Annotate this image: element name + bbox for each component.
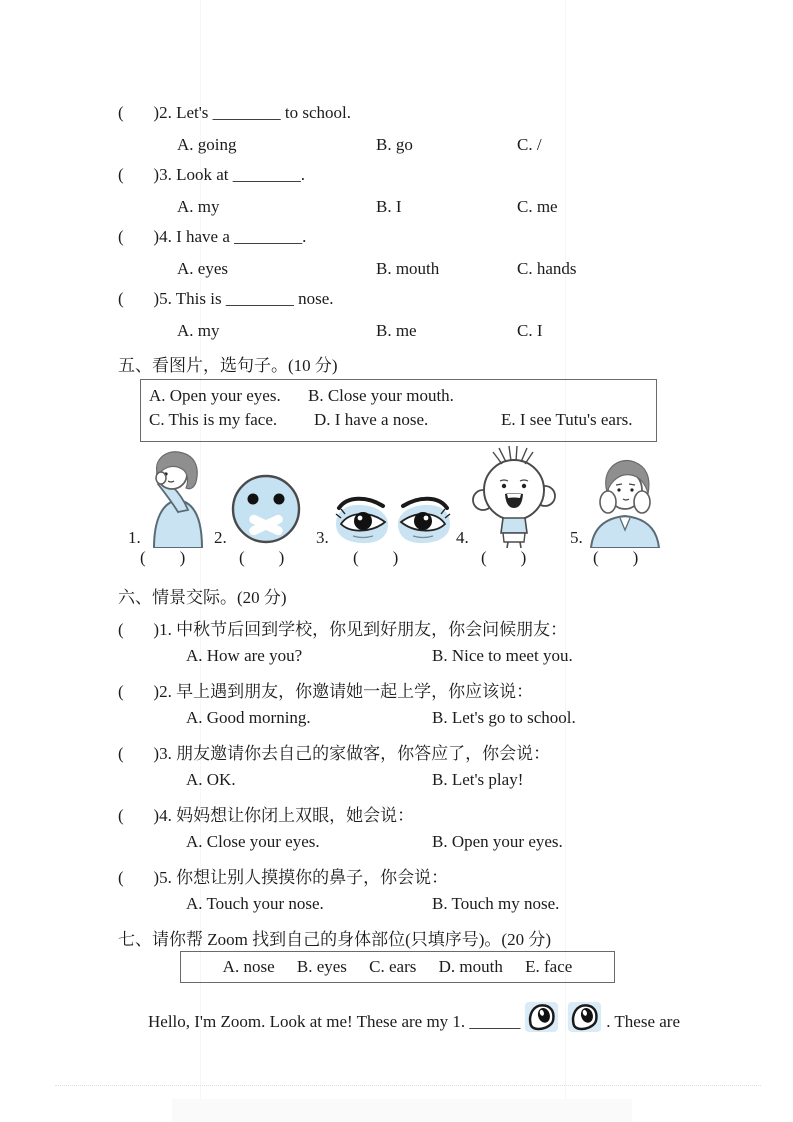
option-a: A. OK. — [186, 770, 236, 789]
zoom-sentence — [118, 996, 680, 1034]
choice-question-5 — [118, 289, 680, 351]
question-stem: ( )5. 你想让别人摸摸你的鼻子，你会说： — [118, 868, 449, 887]
section-6-heading: 六、情景交际。(20 分) — [118, 588, 287, 607]
picture-item-5 — [570, 456, 664, 548]
word-bank-item-a: A. nose — [222, 957, 275, 976]
dialog-question-1 — [118, 615, 680, 677]
sentence-bank-box — [140, 379, 657, 442]
picture-item-1 — [128, 448, 210, 548]
picture-number: 1. — [128, 528, 141, 547]
word-bank-item-e: E. face — [525, 957, 573, 976]
answer-blank-2: ( ) — [239, 548, 285, 567]
word-bank-item-d: D. mouth — [438, 957, 503, 976]
option-c: C. I — [517, 321, 543, 340]
option-a: A. going — [177, 135, 237, 154]
boy-touching-face-illustration — [586, 456, 664, 548]
question-stem: ( )2. 早上遇到朋友，你邀请她一起上学，你应该说： — [118, 682, 534, 701]
answer-blank-3: ( ) — [353, 548, 399, 567]
question-stem: ( )3. 朋友邀请你去自己的家做客，你答应了，你会说： — [118, 744, 551, 763]
option-b: B. go — [376, 135, 413, 154]
worksheet-content — [118, 103, 680, 1034]
option-a: A. my — [177, 197, 220, 216]
option-c: C. hands — [517, 259, 577, 278]
option-b: B. Let's go to school. — [432, 708, 576, 727]
question-stem: ( )3. Look at ________. — [118, 165, 305, 184]
word-bank-item-b: B. eyes — [296, 957, 347, 976]
option-a: A. eyes — [177, 259, 228, 278]
sentence-d: D. I have a nose. — [314, 410, 429, 429]
dialog-question-3 — [118, 739, 680, 801]
word-bank-item-c: C. ears — [369, 957, 417, 976]
option-b: B. Nice to meet you. — [432, 646, 573, 665]
choice-question-4 — [118, 227, 680, 289]
eye-icon — [524, 996, 559, 1038]
zoom-sentence-end: . These are — [606, 1012, 680, 1031]
zoom-sentence-start: Hello, I'm Zoom. Look at me! These are my 1. ______ — [148, 1012, 521, 1031]
section-5-heading: 五、看图片，选句子。(10 分) — [118, 356, 338, 375]
question-stem: ( )5. This is ________ nose. — [118, 289, 334, 308]
option-a: A. Close your eyes. — [186, 832, 320, 851]
section-7-heading: 七、请你帮 Zoom 找到自己的身体部位(只填序号)。(20 分) — [118, 930, 552, 949]
word-bank-box — [180, 951, 615, 983]
choice-question-2 — [118, 103, 680, 165]
option-b: B. Touch my nose. — [432, 894, 560, 913]
question-stem: ( )1. 中秋节后回到学校，你见到好朋友，你会问候朋友： — [118, 620, 568, 639]
option-c: C. / — [517, 135, 542, 154]
answer-blank-1: ( ) — [140, 548, 186, 567]
sentence-a: A. Open your eyes. — [149, 386, 281, 405]
question-stem: ( )4. I have a ________. — [118, 227, 307, 246]
choice-question-3 — [118, 165, 680, 227]
picture-row — [118, 444, 680, 548]
sentence-b: B. Close your mouth. — [308, 386, 454, 405]
option-b: B. Open your eyes. — [432, 832, 563, 851]
option-a: A. How are you? — [186, 646, 303, 665]
bottom-scan-bar — [172, 1099, 632, 1122]
picture-number: 4. — [456, 528, 469, 547]
closed-mouth-face-illustration — [230, 470, 302, 548]
question-stem: ( )2. Let's ________ to school. — [118, 103, 352, 122]
answer-blank-4: ( ) — [481, 548, 527, 567]
option-b: B. me — [376, 321, 417, 340]
option-b: B. Let's play! — [432, 770, 524, 789]
option-b: B. mouth — [376, 259, 440, 278]
open-eyes-illustration — [332, 486, 454, 548]
dialog-question-2 — [118, 677, 680, 739]
sentence-e: E. I see Tutu's ears. — [501, 410, 633, 429]
scan-artifact-dotted-line — [55, 1085, 761, 1086]
question-stem: ( )4. 妈妈想让你闭上双眼，她会说： — [118, 806, 415, 825]
option-c: C. me — [517, 197, 558, 216]
answer-blank-5: ( ) — [593, 548, 639, 567]
dialog-question-4 — [118, 801, 680, 863]
boy-touching-nose-illustration — [144, 448, 210, 548]
picture-item-3 — [316, 486, 454, 548]
option-b: B. I — [376, 197, 402, 216]
sentence-c: C. This is my face. — [149, 410, 278, 429]
picture-item-4 — [456, 444, 556, 548]
picture-number: 3. — [316, 528, 329, 547]
option-a: A. Touch your nose. — [186, 894, 324, 913]
picture-item-2 — [214, 470, 302, 548]
option-a: A. Good morning. — [186, 708, 311, 727]
answer-blank-row — [118, 548, 680, 572]
picture-number: 5. — [570, 528, 583, 547]
option-a: A. my — [177, 321, 220, 340]
baby-big-ears-illustration — [472, 444, 556, 548]
eye-icon — [567, 996, 602, 1038]
dialog-question-5 — [118, 863, 680, 925]
picture-number: 2. — [214, 528, 227, 547]
